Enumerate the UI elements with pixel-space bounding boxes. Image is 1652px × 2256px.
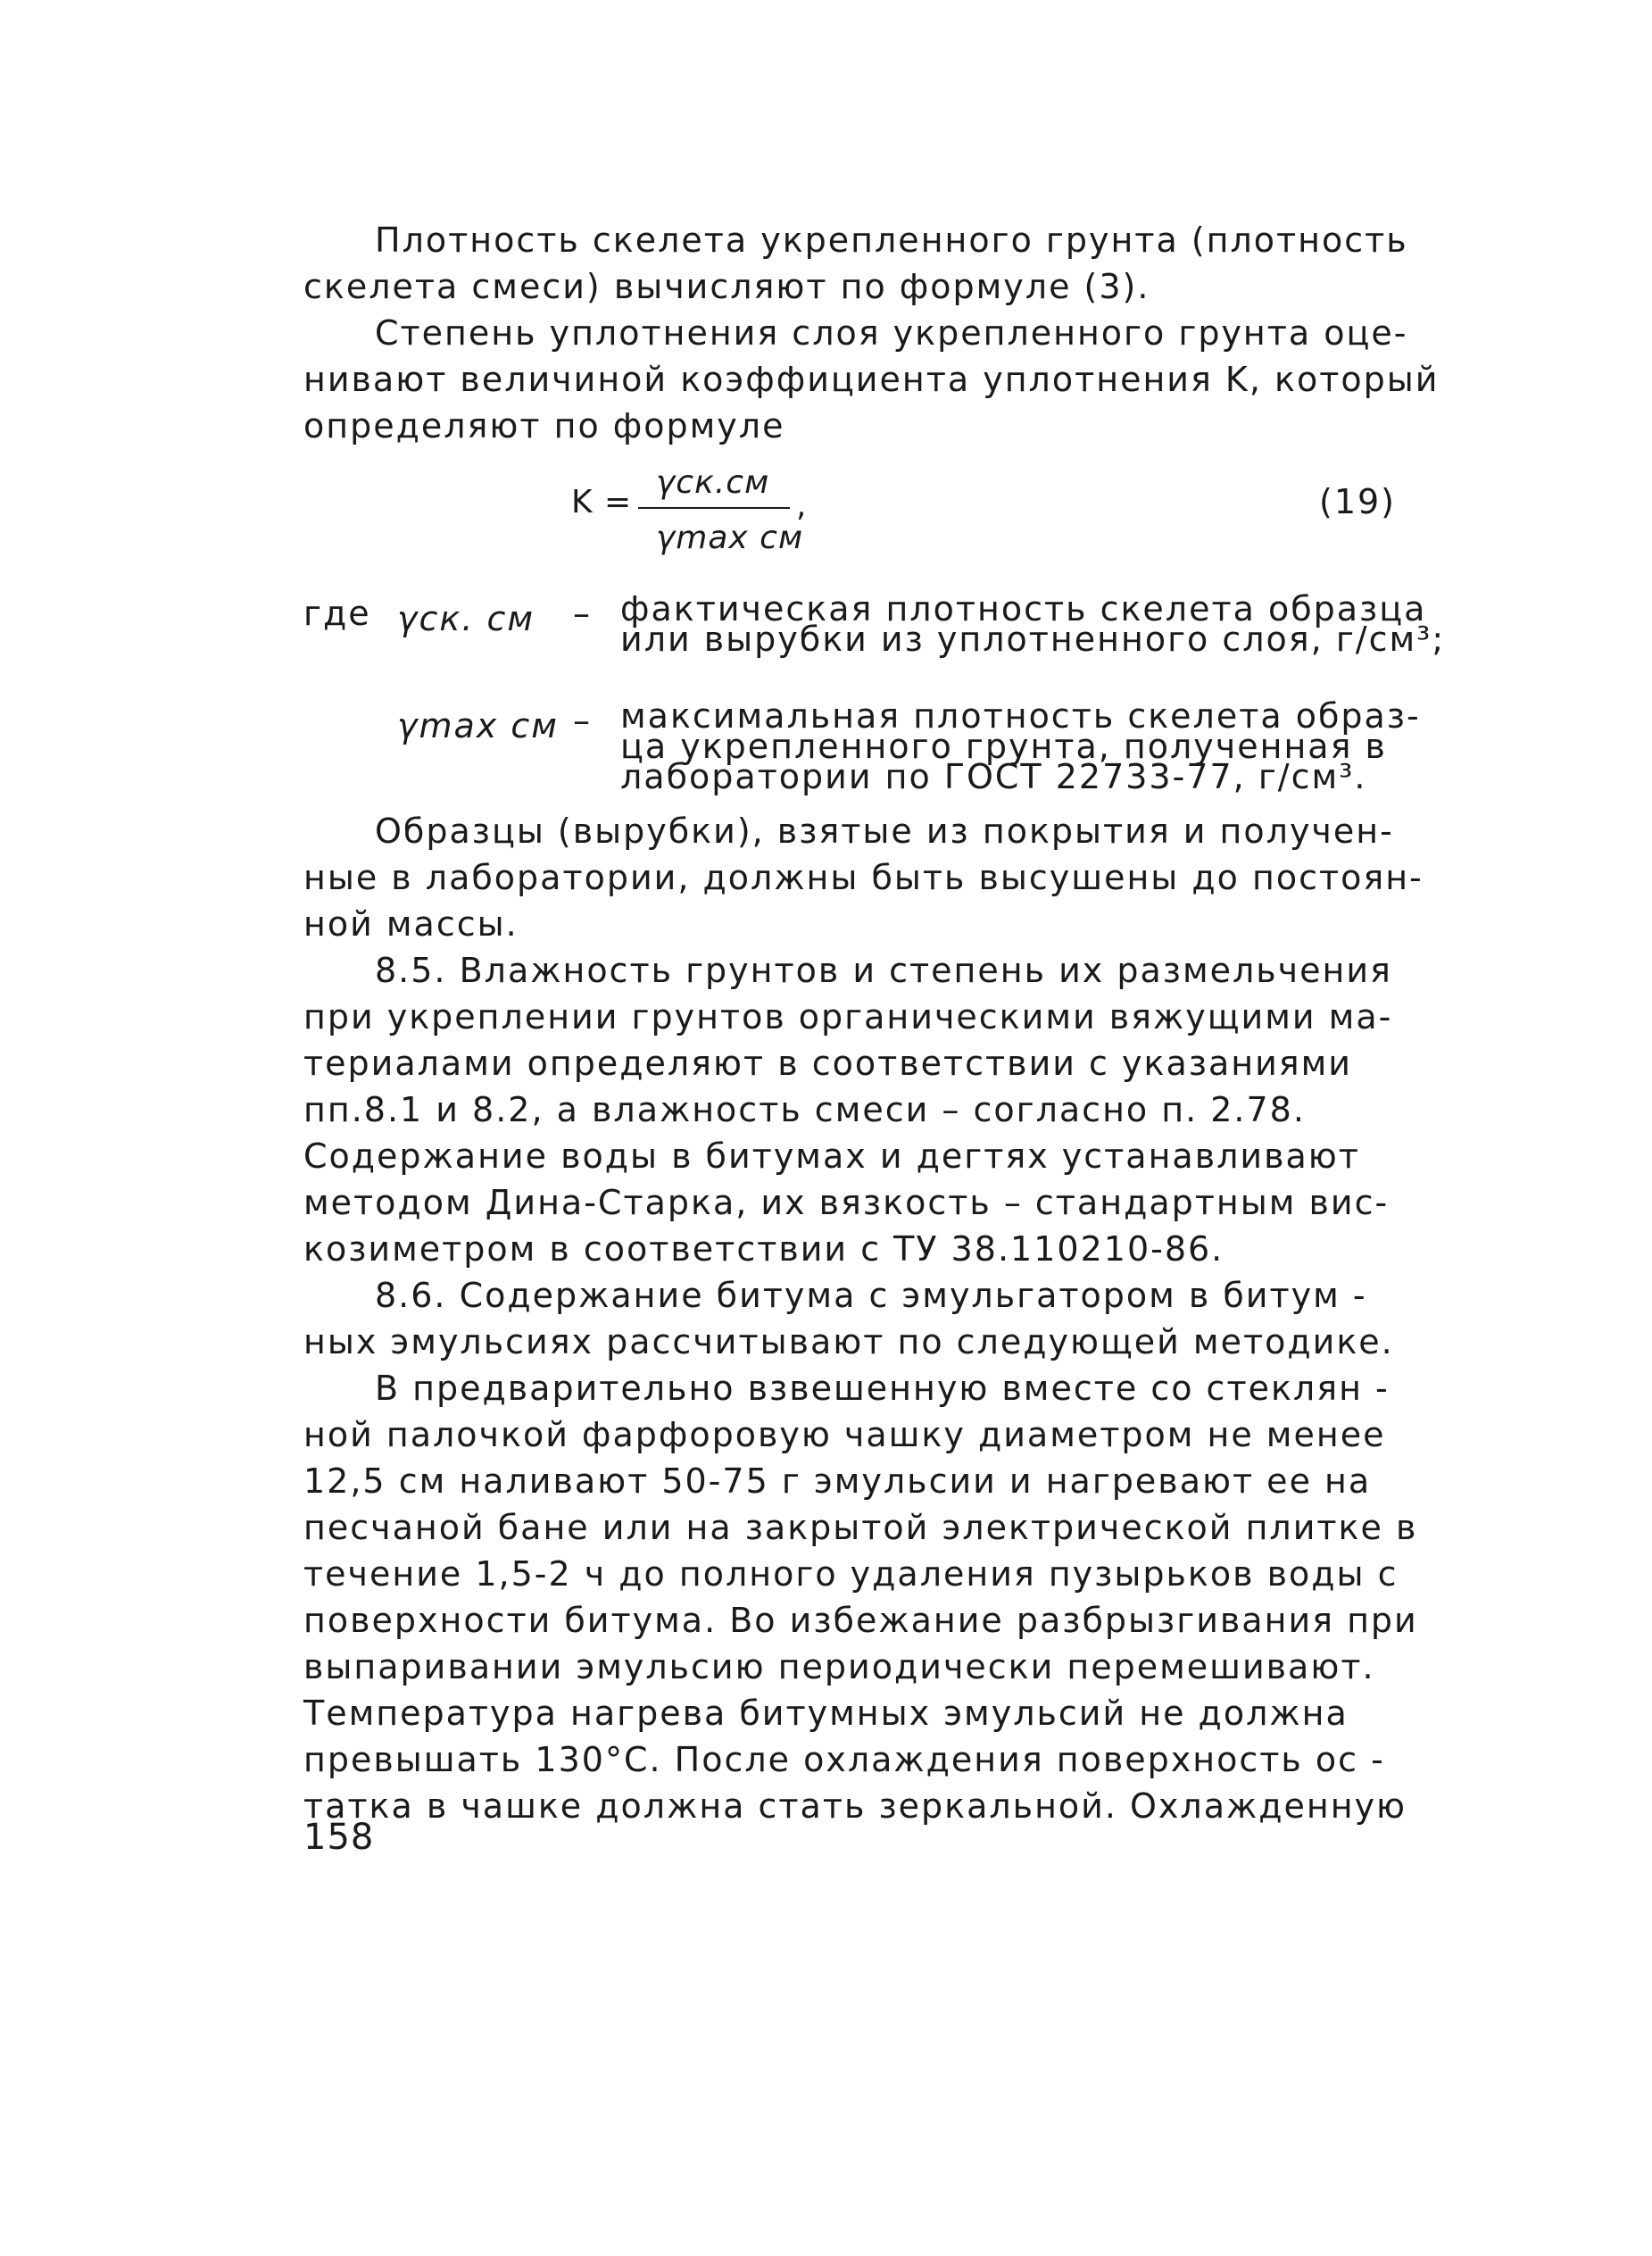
text-line: скелета смеси) вычисляют по формуле (3). <box>303 267 1150 306</box>
page-number: 158 <box>303 1817 375 1858</box>
text-line: течение 1,5-2 ч до полного удаления пузырьков воды с <box>303 1554 1399 1594</box>
formula-comma: , <box>796 487 808 524</box>
text-line: Плотность скелета укрепленного грунта (плотность <box>375 221 1408 260</box>
definition-description <box>620 696 1424 796</box>
text-line: татка в чашке должна стать зеркальной. Охлажденную <box>303 1786 1407 1826</box>
definition-symbol: γск. см <box>397 599 535 638</box>
text-line: Образцы (вырубки), взятые из покрытия и получен- <box>375 812 1394 851</box>
text-line: методом Дина-Старка, их вязкость – стандартным вис- <box>303 1183 1390 1222</box>
text-block-top <box>303 217 1440 449</box>
fraction-bar <box>638 507 790 509</box>
definitions-list <box>303 589 1446 808</box>
text-line: Содержание воды в битумах и дегтях устанавливают <box>303 1136 1360 1176</box>
text-line: фактическая плотность скелета образца <box>620 589 1427 629</box>
text-line: териалами определяют в соответствии с указаниями <box>303 1044 1352 1083</box>
text-block-main <box>303 808 1424 1829</box>
paragraph-1 <box>303 217 1419 310</box>
text-line: превышать 130°С. После охлаждения поверхность ос - <box>303 1740 1385 1779</box>
definition-item <box>303 696 1428 808</box>
paragraph-6 <box>303 1365 1419 1829</box>
text-line: Степень уплотнения слоя укрепленного грунта оце- <box>375 313 1408 353</box>
text-line: ца укрепленного грунта, полученная в <box>620 727 1387 766</box>
text-line: лаборатории по ГОСТ 22733-77, г/см³. <box>620 757 1367 796</box>
text-line: нивают величиной коэффициента уплотнения K, который <box>303 360 1440 399</box>
where-label: где <box>303 594 371 633</box>
paragraph-5 <box>303 1272 1419 1365</box>
paragraph-2 <box>303 310 1440 449</box>
definition-dash: – <box>573 701 592 740</box>
formula-numerator: γск.см <box>656 464 770 501</box>
text-line: при укреплении грунтов органическими вяжущими ма- <box>303 997 1393 1036</box>
text-line: 8.6. Содержание битума с эмульгатором в битум - <box>375 1276 1367 1315</box>
text-line: 8.5. Влажность грунтов и степень их размельчения <box>375 951 1392 990</box>
text-line: ных эмульсиях рассчитывают по следующей методике. <box>303 1322 1394 1361</box>
paragraph-3 <box>303 808 1424 947</box>
formula-lhs: K = <box>571 484 633 520</box>
text-line: козиметром в соответствии с ТУ 38.110210-86. <box>303 1229 1224 1269</box>
text-line: песчаной бане или на закрытой электрической плитке в <box>303 1508 1418 1547</box>
definition-dash: – <box>573 594 592 633</box>
text-line: В предварительно взвешенную вместе со стеклян - <box>375 1369 1390 1408</box>
definition-symbol: γmax см <box>397 706 559 745</box>
definition-description <box>620 589 1446 659</box>
text-line: пп.8.1 и 8.2, а влажность смеси – согласно п. 2.78. <box>303 1090 1306 1129</box>
text-line: ной палочкой фарфоровую чашку диаметром не менее <box>303 1415 1386 1454</box>
definition-item <box>303 589 1446 701</box>
text-line: выпаривании эмульсию периодически перемешивают. <box>303 1647 1375 1686</box>
text-line: максимальная плотность скелета образ- <box>620 696 1421 736</box>
equation-number: (19) <box>1319 482 1397 521</box>
formula-denominator: γmax см <box>656 520 804 556</box>
text-line: 12,5 см наливают 50-75 г эмульсии и нагревают ее на <box>303 1461 1372 1501</box>
text-line: поверхности битума. Во избежание разбрызгивания при <box>303 1601 1418 1640</box>
text-line: Температура нагрева битумных эмульсий не должна <box>303 1694 1349 1733</box>
text-line: или вырубки из уплотненного слоя, г/см³; <box>620 620 1446 659</box>
text-line: ной массы. <box>303 904 519 944</box>
paragraph-4 <box>303 947 1419 1272</box>
text-line: ные в лаборатории, должны быть высушены до постоян- <box>303 858 1424 897</box>
text-line: определяют по формуле <box>303 406 785 445</box>
